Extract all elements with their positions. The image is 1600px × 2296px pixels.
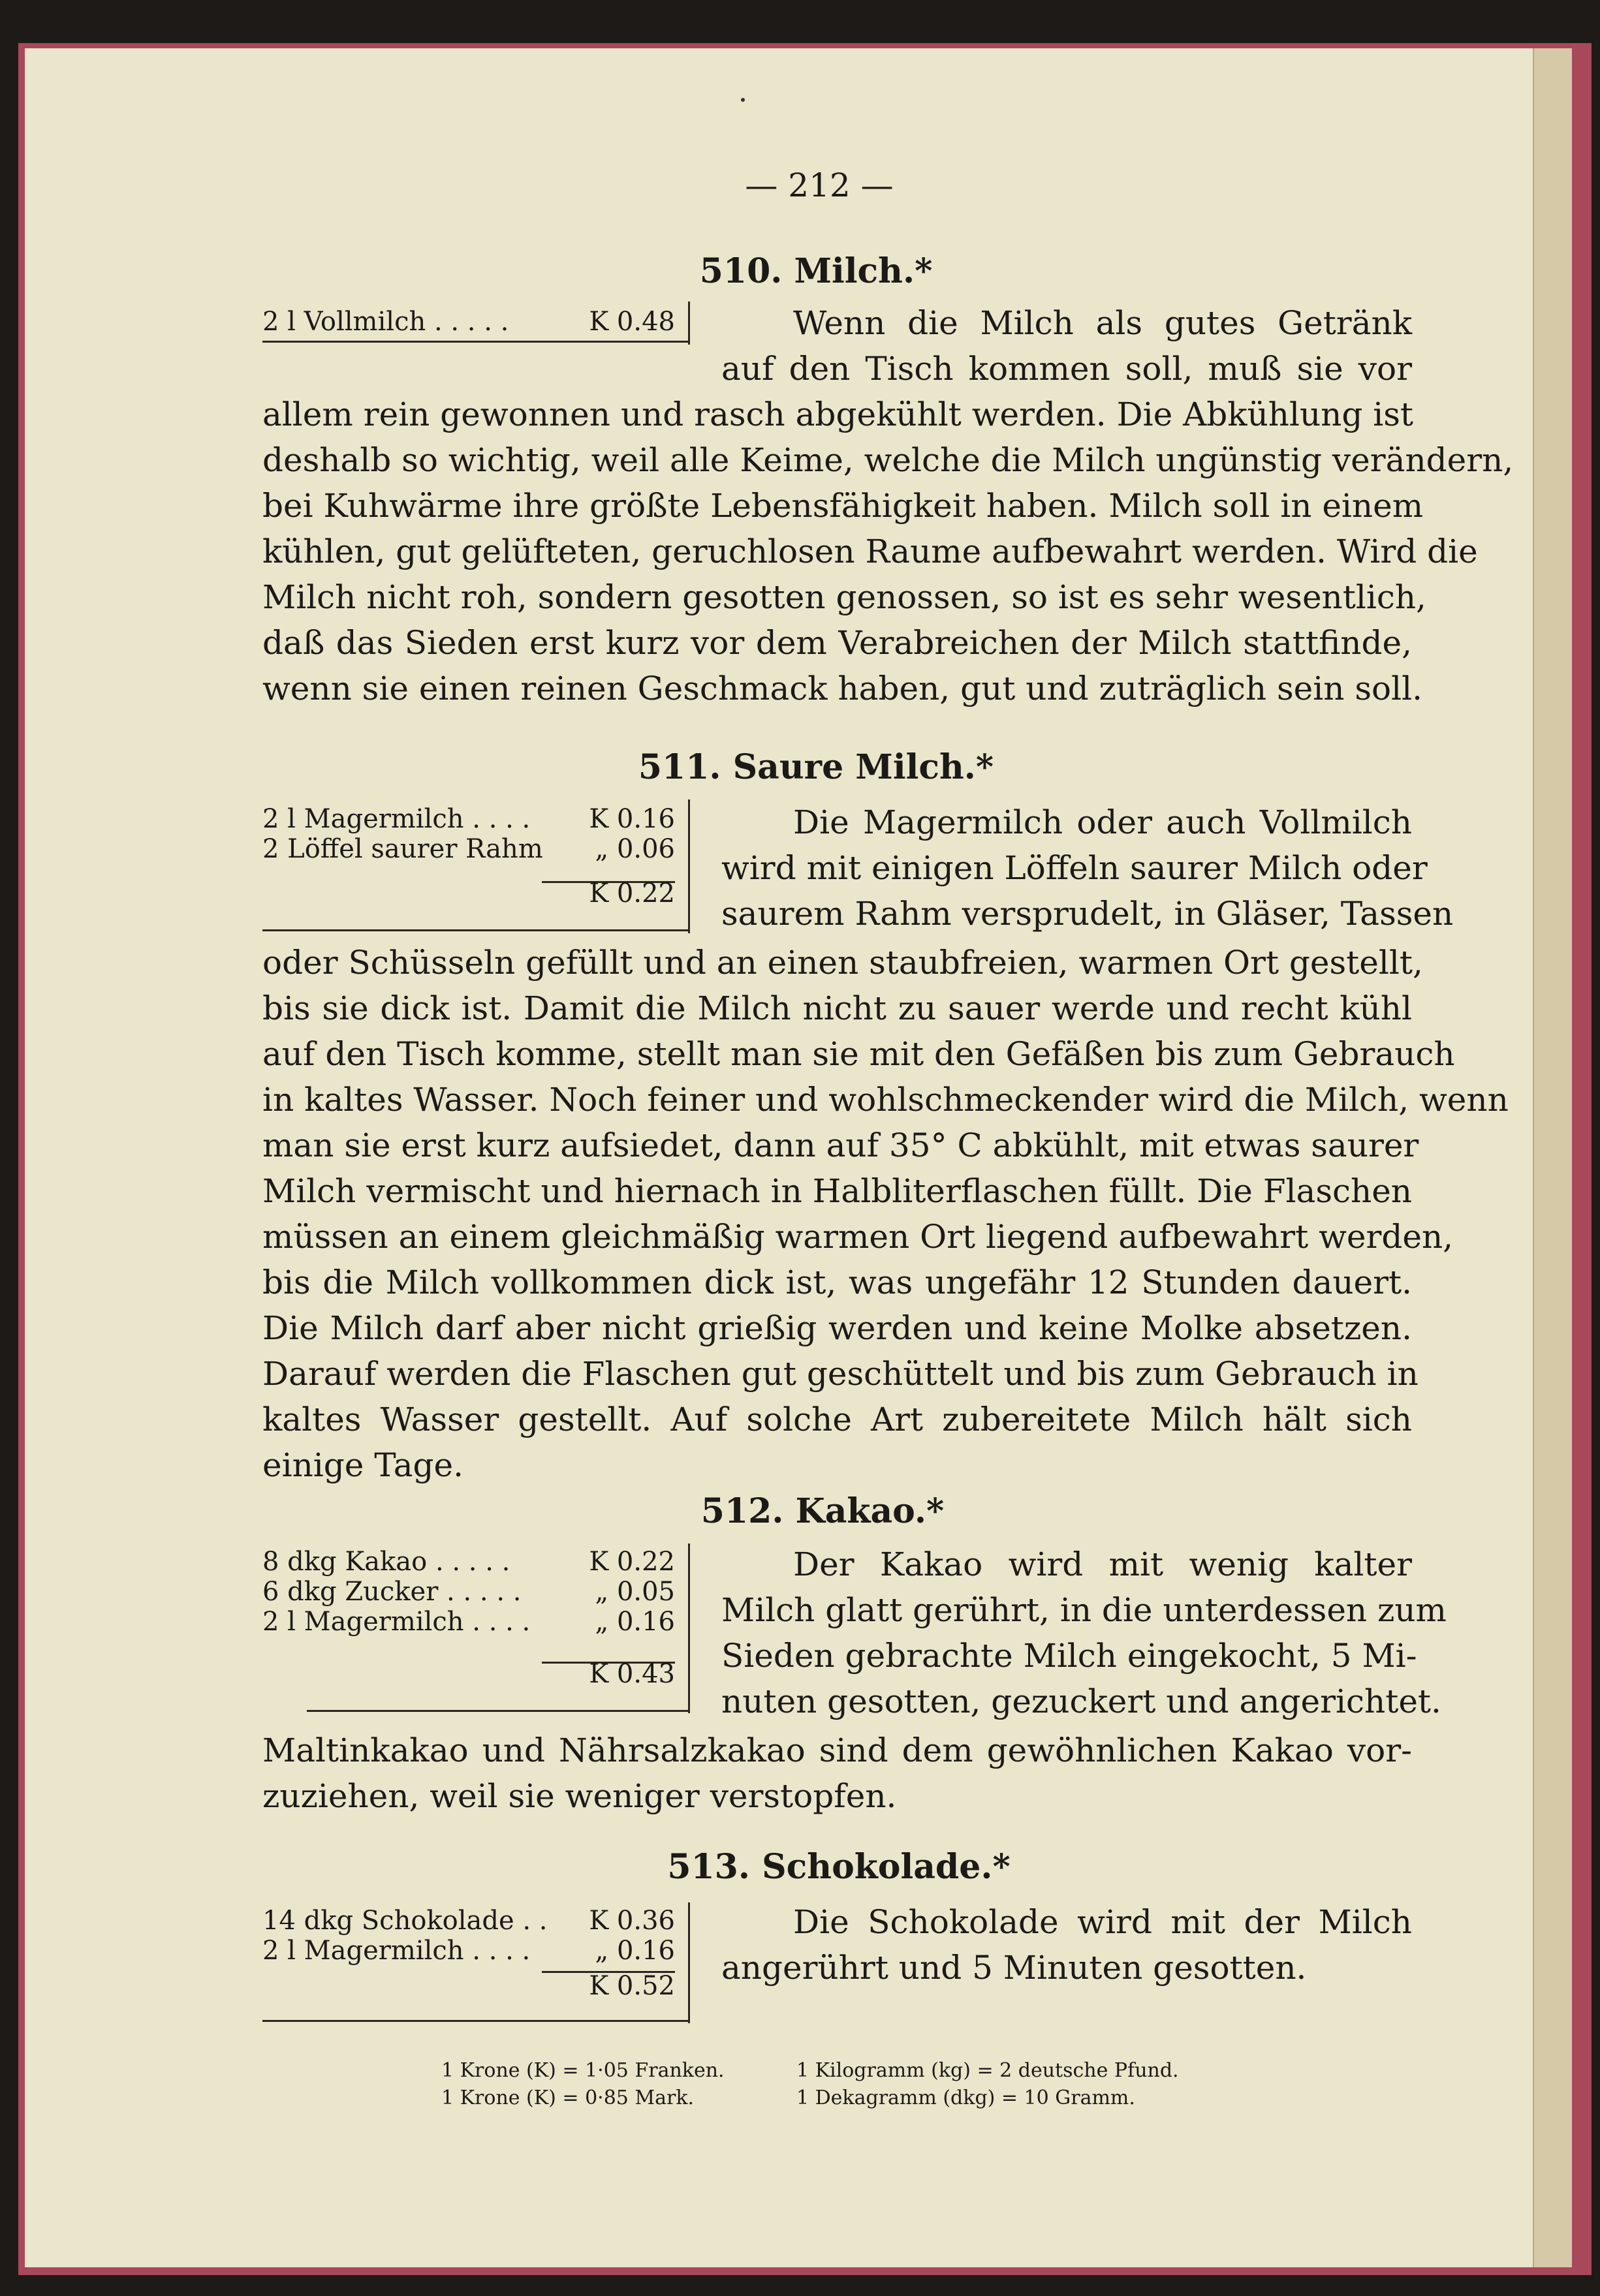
ingredient-total: K 0.52 xyxy=(589,1971,675,2001)
text-line: daß das Sieden erst kurz vor dem Verabreichen der Milch stattfinde, xyxy=(262,624,1412,662)
section-heading-510: 510. Milch.* xyxy=(699,251,933,291)
ink-dot xyxy=(741,98,745,102)
footnote: 1 Dekagramm (dkg) = 10 Gramm. xyxy=(796,2087,1135,2109)
ingredient-box-rule xyxy=(688,1544,690,1713)
text-line: müssen an einem gleichmäßig warmen Ort liegend aufbewahrt werden, xyxy=(262,1218,1454,1256)
text-line: Die Milch darf aber nicht grießig werden und keine Molke absetzen. xyxy=(262,1309,1412,1347)
text-line: allem rein gewonnen und rasch abgekühlt werden. Die Abkühlung ist xyxy=(262,396,1414,433)
text-line: auf den Tisch komme, stellt man sie mit den Gefäßen bis zum Gebrauch xyxy=(262,1035,1455,1073)
section-heading-511: 511. Saure Milch.* xyxy=(638,747,994,787)
footnote: 1 Krone (K) = 1·05 Franken. xyxy=(441,2059,725,2082)
text-line: Die Schokolade wird mit der Milch xyxy=(793,1903,1412,1941)
text-line: bis die Milch vollkommen dick ist, was ungefähr 12 Stunden dauert. xyxy=(262,1264,1412,1301)
ingredient-list: 2 l Magermilch . . . . K 0.16 2 Löffel saurer Rahm „ 0.06 xyxy=(262,804,675,864)
text-line: saurem Rahm versprudelt, in Gläser, Tassen xyxy=(721,895,1454,933)
ingredient-box-rule xyxy=(688,302,690,345)
text-line: wenn sie einen reinen Geschmack haben, gut und zuträglich sein soll. xyxy=(262,670,1422,707)
ingredient-total: K 0.22 xyxy=(589,878,675,908)
text-line: kühlen, gut gelüfteten, geruchlosen Raume aufbewahrt werden. Wird die xyxy=(262,533,1478,570)
text-line: wird mit einigen Löffeln saurer Milch oder xyxy=(721,849,1428,887)
text-line: in kaltes Wasser. Noch feiner und wohlschmeckender wird die Milch, wenn xyxy=(262,1081,1509,1119)
ingredient-box-rule xyxy=(688,1902,690,2023)
page-number: — 212 — xyxy=(745,166,894,204)
text-line: Der Kakao wird mit wenig kalter xyxy=(793,1545,1412,1583)
ingredient-total: K 0.43 xyxy=(589,1659,675,1689)
text-line: auf den Tisch kommen soll, muß sie vor xyxy=(721,350,1412,388)
page-binding-strip xyxy=(1533,48,1572,2267)
ingredient-box-rule xyxy=(262,929,688,931)
text-line: Milch glatt gerührt, in die unterdessen zum xyxy=(721,1591,1447,1629)
text-line: kaltes Wasser gestellt. Auf solche Art zubereitete Milch hält sich xyxy=(262,1401,1412,1438)
text-line: man sie erst kurz aufsiedet, dann auf 35° C abkühlt, mit etwas saurer xyxy=(262,1126,1419,1164)
ingredient-box-rule xyxy=(307,1710,688,1712)
ingredient-box-rule xyxy=(688,799,690,933)
section-heading-512: 512. Kakao.* xyxy=(700,1491,945,1531)
text-line: bis sie dick ist. Damit die Milch nicht zu sauer werde und recht kühl xyxy=(262,989,1412,1027)
text-line: zuziehen, weil sie weniger verstopfen. xyxy=(262,1777,897,1815)
footnote: 1 Kilogramm (kg) = 2 deutsche Pfund. xyxy=(796,2059,1179,2082)
ingredient-box-rule xyxy=(262,341,688,343)
text-line: Sieden gebrachte Milch eingekocht, 5 Mi- xyxy=(721,1637,1417,1675)
text-line: oder Schüsseln gefüllt und an einen staubfreien, warmen Ort gestellt, xyxy=(262,944,1423,982)
text-line: Die Magermilch oder auch Vollmilch xyxy=(793,803,1412,841)
ingredient-list: 14 dkg Schokolade . . K 0.36 2 l Magermilch . . . . „ 0.16 xyxy=(262,1906,675,1966)
section-heading-513: 513. Schokolade.* xyxy=(667,1847,1011,1887)
text-line: Darauf werden die Flaschen gut geschüttelt und bis zum Gebrauch in xyxy=(262,1355,1419,1393)
ingredient-list: 8 dkg Kakao . . . . . K 0.22 6 dkg Zucker . . . . . „ 0.05 2 l Magermilch . . . . „ 0.16 xyxy=(262,1547,675,1637)
text-line: Milch vermischt und hiernach in Halbliterflaschen füllt. Die Flaschen xyxy=(262,1172,1412,1210)
text-line: Wenn die Milch als gutes Getränk xyxy=(793,304,1412,342)
ingredient-row: 2 l Vollmilch . . . . . K 0.48 xyxy=(262,307,675,337)
text-line: angerührt und 5 Minuten gesotten. xyxy=(721,1949,1307,1987)
text-line: Maltinkakao und Nährsalzkakao sind dem gewöhnlichen Kakao vor- xyxy=(262,1731,1412,1769)
text-line: nuten gesotten, gezuckert und angerichtet. xyxy=(721,1683,1441,1720)
text-line: Milch nicht roh, sondern gesotten genossen, so ist es sehr wesentlich, xyxy=(262,578,1426,616)
text-line: bei Kuhwärme ihre größte Lebensfähigkeit haben. Milch soll in einem xyxy=(262,487,1424,525)
footnote: 1 Krone (K) = 0·85 Mark. xyxy=(441,2087,695,2109)
ingredient-box-rule xyxy=(262,2020,688,2022)
text-line: deshalb so wichtig, weil alle Keime, welche die Milch ungünstig verändern, xyxy=(262,441,1514,479)
text-line: einige Tage. xyxy=(262,1446,464,1484)
